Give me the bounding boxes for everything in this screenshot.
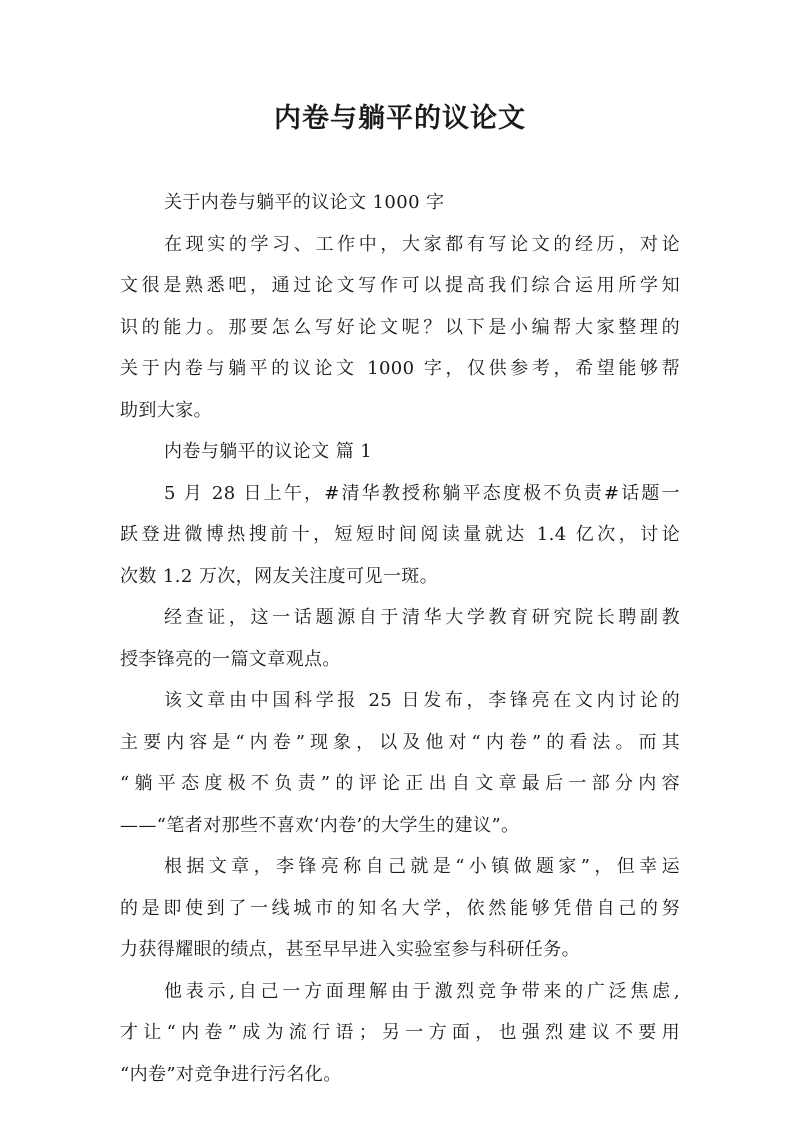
text-line: 该文章由中国科学报 25 日发布，李锋亮在文内讨论的 (164, 690, 680, 711)
text-line: 在现实的学习、工作中，大家都有写论文的经历，对论 (164, 233, 680, 255)
text-line: ——“笔者对那些不喜欢‘内卷’的大学生的建议”。 (120, 814, 520, 836)
text-line: 力获得耀眼的绩点，甚至早早进入实验室参与科研任务。 (120, 939, 580, 960)
text-line: 文很是熟悉吧，通过论文写作可以提高我们综合运用所学知 (120, 275, 680, 296)
text-line: 关于内卷与躺平的议论文 1000 字，仅供参考，希望能够帮 (120, 358, 680, 379)
text-line: “躺平态度极不负责”的评论正出自文章最后一部分内容 (120, 773, 680, 794)
text-line: 主要内容是“内卷”现象，以及他对“内卷”的看法。而其 (120, 731, 680, 753)
text-line: 跃登进微博热搜前十，短短时间阅读量就达 1.4 亿次，讨论 (120, 524, 680, 545)
text-line: 的是即使到了一线城市的知名大学，依然能够凭借自己的努 (120, 897, 680, 919)
document-body (120, 182, 680, 1095)
text-line: 授李锋亮的一篇文章观点。 (120, 648, 341, 670)
text-line: 关于内卷与躺平的议论文 1000 字 (164, 192, 445, 213)
text-line: 经查证，这一话题源自于清华大学教育研究院长聘副教 (164, 607, 680, 628)
text-line: 内卷与躺平的议论文 篇 1 (164, 441, 373, 462)
text-line: 根据文章，李锋亮称自己就是“小镇做题家”，但幸运 (164, 856, 680, 877)
text-line: 次数 1.2 万次，网友关注度可见一斑。 (120, 565, 439, 587)
text-line: 才让“内卷”成为流行语；另一方面，也强烈建议不要用 (120, 1022, 680, 1043)
text-line: 助到大家。 (120, 399, 212, 421)
text-line: 5 月 28 日上午，#清华教授称躺平态度极不负责#话题一 (164, 482, 680, 504)
document-title: 内卷与躺平的议论文 (274, 103, 526, 134)
text-line: 他表示,自己一方面理解由于激烈竞争带来的广泛焦虑, (164, 980, 680, 1002)
text-line: 识的能力。那要怎么写好论文呢？以下是小编帮大家整理的 (120, 316, 680, 338)
text-line: “内卷”对竞争进行污名化。 (120, 1063, 342, 1085)
